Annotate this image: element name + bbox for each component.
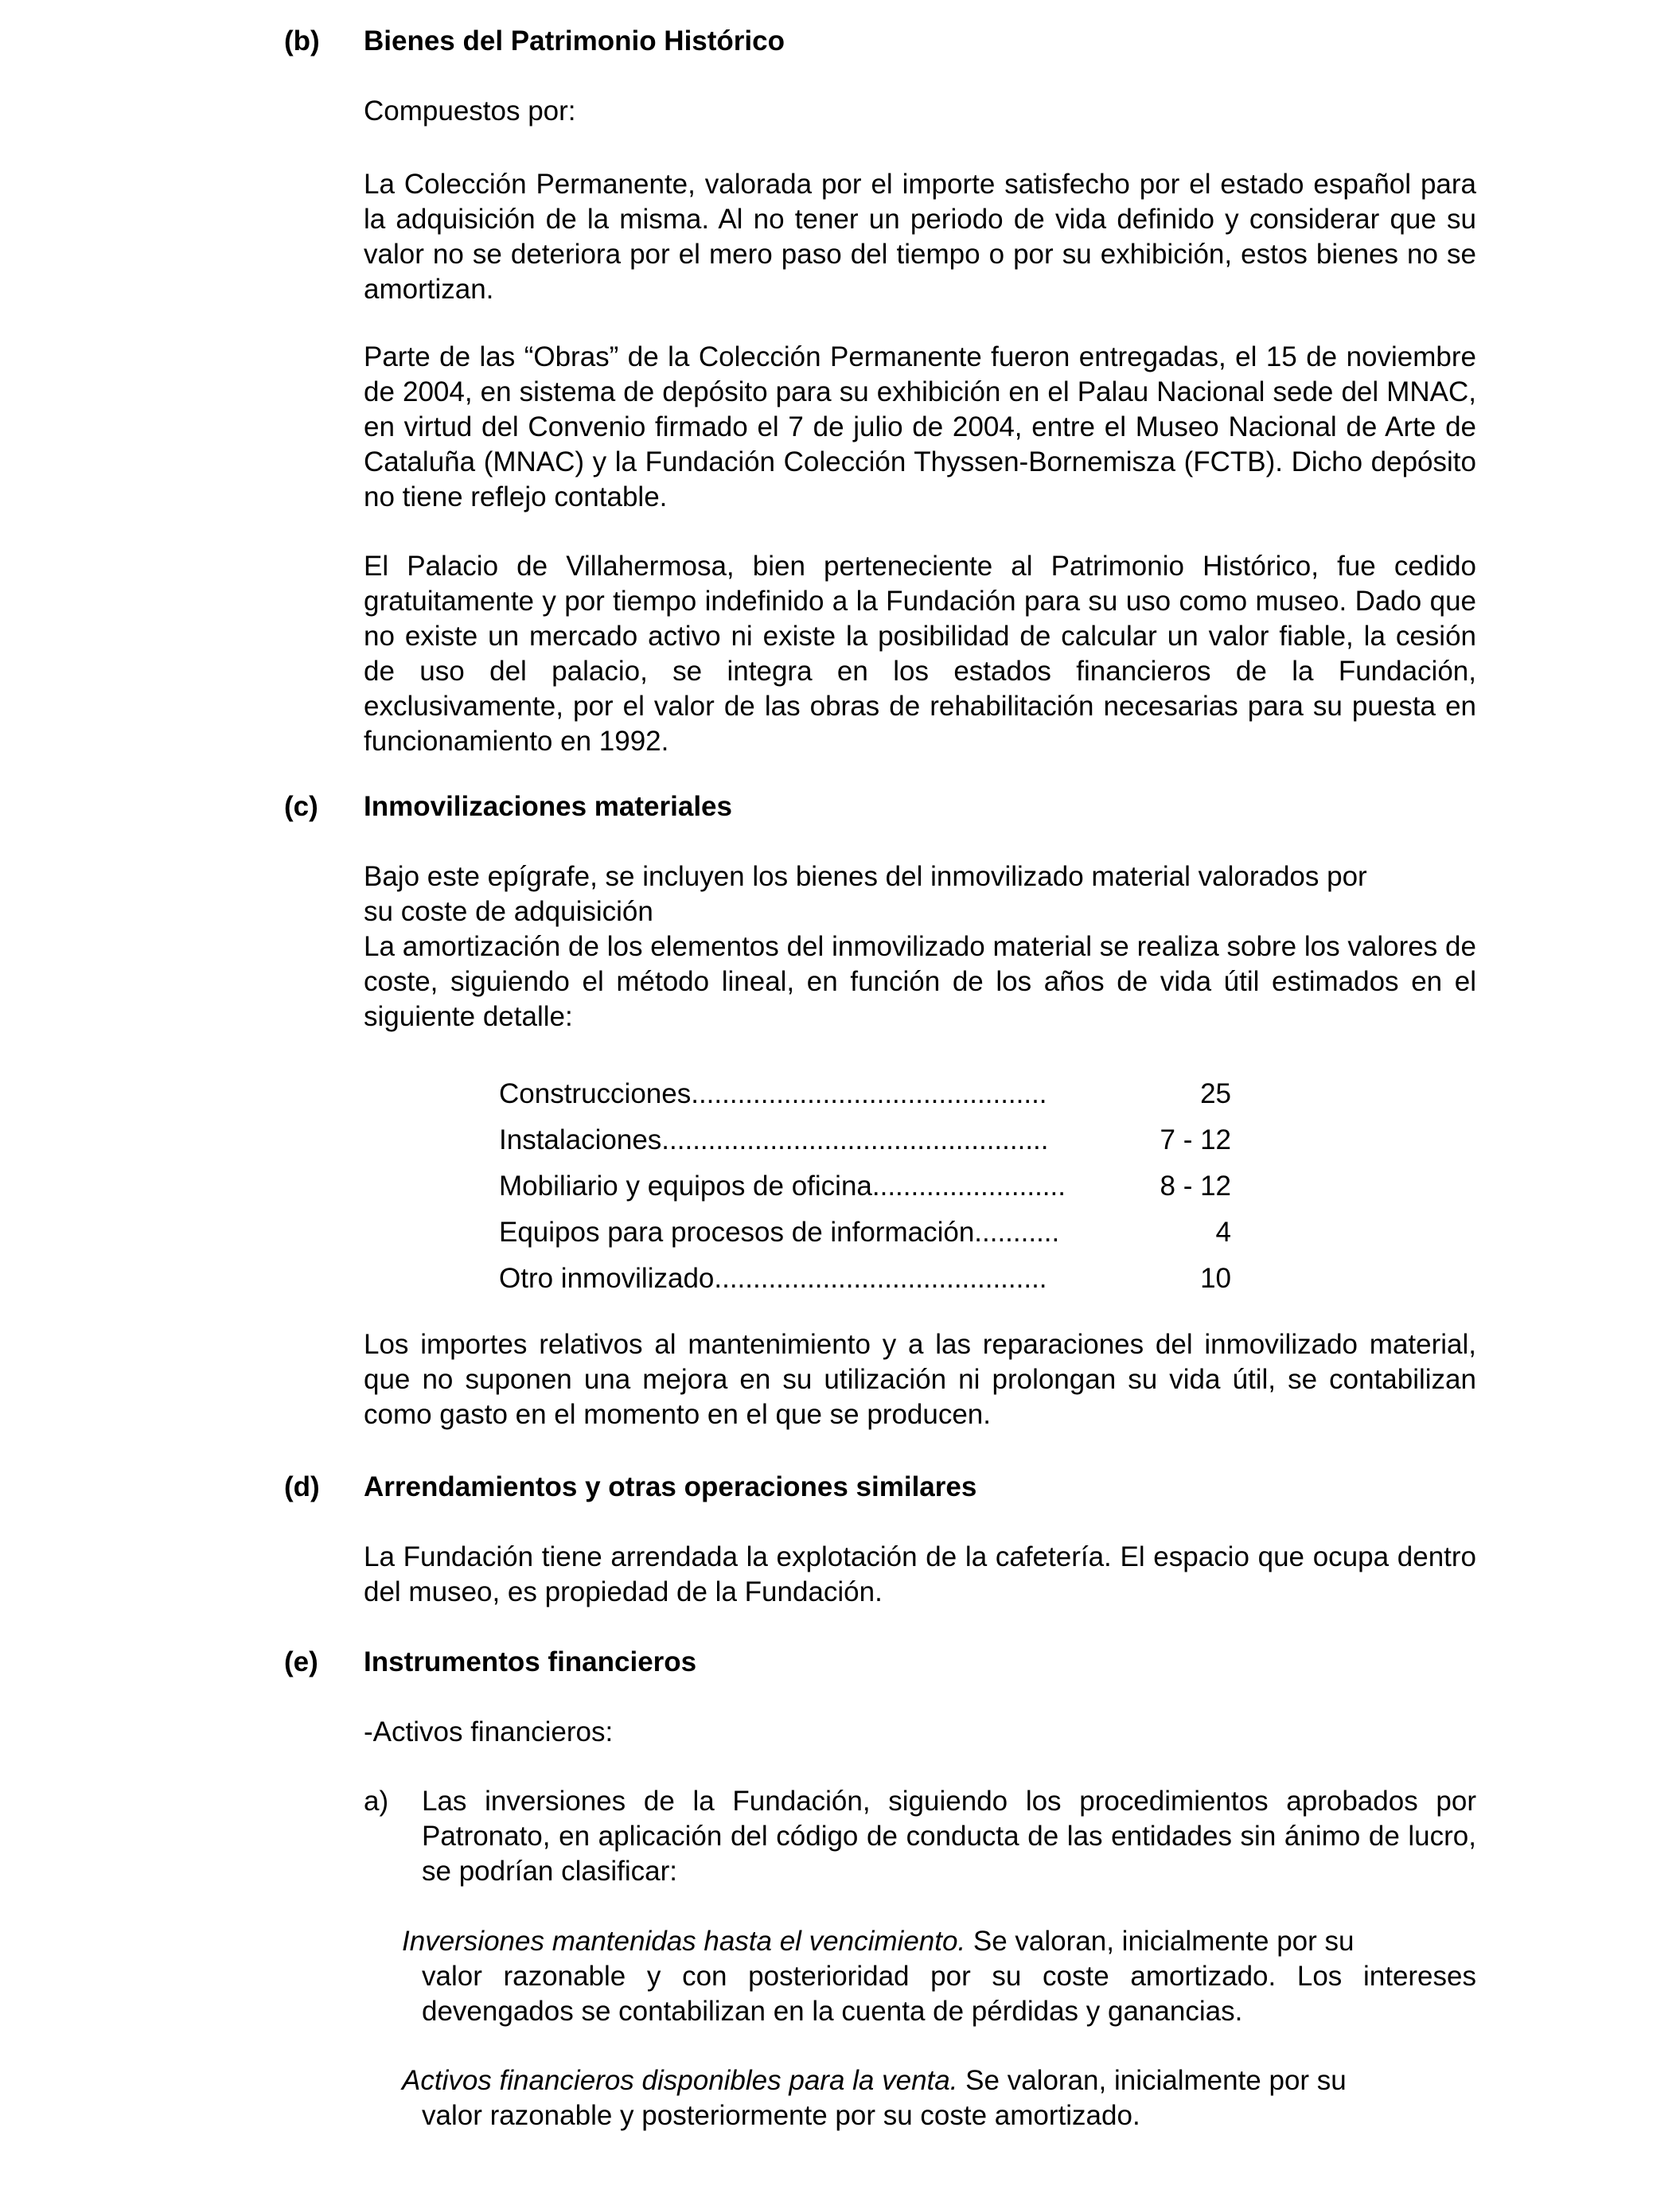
section-b-paragraph-2: Parte de las “Obras” de la Colección Permanente fueron entregadas, el 15 de noviembre de 2004, en sistema de depósito para su exhibición en el Palau Nacional sede del MNAC, en virtud del Convenio firmado el 7 de julio de 2004, entre el Museo Nacional de Arte de Cataluña (MNAC) y la Fundación Colección Thyssen-Bornemisza (FCTB). Dicho depósito no tiene reflejo contable.	[364, 341, 1476, 512]
section-c-paragraph-1-line-2: su coste de adquisición	[364, 896, 653, 927]
useful-life-label: Construcciones..............................................	[499, 1078, 1047, 1109]
list-marker-a: a)	[364, 1786, 389, 1817]
section-c-title: Inmovilizaciones materiales	[364, 791, 732, 822]
section-c-paragraph-1-line-1: Bajo este epígrafe, se incluyen los bienes del inmovilizado material valorados por	[364, 861, 1367, 892]
section-b-letter: (b)	[284, 25, 320, 56]
held-to-maturity-first-line	[402, 1924, 1476, 1959]
section-c-paragraph-1	[364, 859, 1494, 929]
available-for-sale-title: Activos financieros disponibles para la venta.	[402, 2065, 958, 2096]
useful-life-years: 25	[1200, 1078, 1231, 1109]
useful-life-years: 10	[1200, 1263, 1231, 1294]
useful-life-row	[499, 1256, 1231, 1302]
useful-life-row	[499, 1117, 1231, 1163]
held-to-maturity-title: Inversiones mantenidas hasta el vencimiento.	[402, 1926, 966, 1957]
list-item-a-text: Las inversiones de la Fundación, siguiendo los procedimientos aprobados por Patronato, en aplicación del código de conducta de las entidades sin ánimo de lucro, se podrían clasificar:	[422, 1786, 1476, 1887]
section-e-letter: (e)	[284, 1646, 318, 1677]
useful-life-row	[499, 1210, 1231, 1256]
useful-life-table	[499, 1071, 1231, 1302]
useful-life-label: Instalaciones..................................................	[499, 1124, 1049, 1155]
available-for-sale-rest-text: valor razonable y posteriormente por su coste amortizado.	[422, 2100, 1140, 2131]
useful-life-row	[499, 1071, 1231, 1117]
useful-life-label: Mobiliario y equipos de oficina.........................	[499, 1171, 1066, 1202]
section-c-paragraph-2: La amortización de los elementos del inmovilizado material se realiza sobre los valores de coste, siguiendo el método lineal, en función de los años de vida útil estimados en el siguiente detalle:	[364, 931, 1476, 1032]
section-e-title: Instrumentos financieros	[364, 1646, 697, 1677]
section-e-intro: -Activos financieros:	[364, 1716, 614, 1747]
available-for-sale-first-text: Se valoran, inicialmente por su	[957, 2065, 1347, 2096]
available-for-sale-first-line	[402, 2063, 1476, 2098]
section-b-intro: Compuestos por:	[364, 95, 576, 127]
useful-life-row	[499, 1163, 1231, 1210]
section-c-paragraph-3: Los importes relativos al mantenimiento y a las reparaciones del inmovilizado material, que no suponen una mejora en su utilización ni prolongan su vida útil, se contabilizan como gasto en el momento en el que se producen.	[364, 1329, 1476, 1430]
available-for-sale-paragraph	[402, 2063, 1476, 2133]
useful-life-years: 7 - 12	[1160, 1124, 1231, 1155]
held-to-maturity-rest-text: valor razonable y con posterioridad por su coste amortizado. Los intereses devengados se contabilizan en la cuenta de pérdidas y ganancias.	[422, 1961, 1476, 2027]
useful-life-years: 8 - 12	[1160, 1171, 1231, 1202]
section-d-paragraph-1: La Fundación tiene arrendada la explotación de la cafetería. El espacio que ocupa dentro del museo, es propiedad de la Fundación.	[364, 1541, 1476, 1607]
section-d-title: Arrendamientos y otras operaciones similares	[364, 1471, 977, 1502]
section-b-paragraph-1: La Colección Permanente, valorada por el importe satisfecho por el estado español para la adquisición de la misma. Al no tener un periodo de vida definido y considerar que su valor no se deteriora por el mero paso del tiempo o por su exhibición, estos bienes no se amortizan.	[364, 169, 1476, 305]
section-b-title: Bienes del Patrimonio Histórico	[364, 25, 785, 56]
useful-life-label: Otro inmovilizado...........................................	[499, 1263, 1047, 1294]
held-to-maturity-paragraph	[402, 1924, 1476, 2029]
section-b-paragraph-3: El Palacio de Villahermosa, bien perteneciente al Patrimonio Histórico, fue cedido gratuitamente y por tiempo indefinido a la Fundación para su uso como museo. Dado que no existe un mercado activo ni existe la posibilidad de calcular un valor fiable, la cesión de uso del palacio, se integra en los estados financieros de la Fundación, exclusivamente, por el valor de las obras de rehabilitación necesarias para su puesta en funcionamiento en 1992.	[364, 551, 1476, 757]
useful-life-label: Equipos para procesos de información...........	[499, 1217, 1060, 1248]
held-to-maturity-first-text: Se valoran, inicialmente por su	[965, 1926, 1355, 1957]
useful-life-years: 4	[1215, 1217, 1231, 1248]
section-d-letter: (d)	[284, 1471, 320, 1502]
section-c-letter: (c)	[284, 791, 318, 822]
